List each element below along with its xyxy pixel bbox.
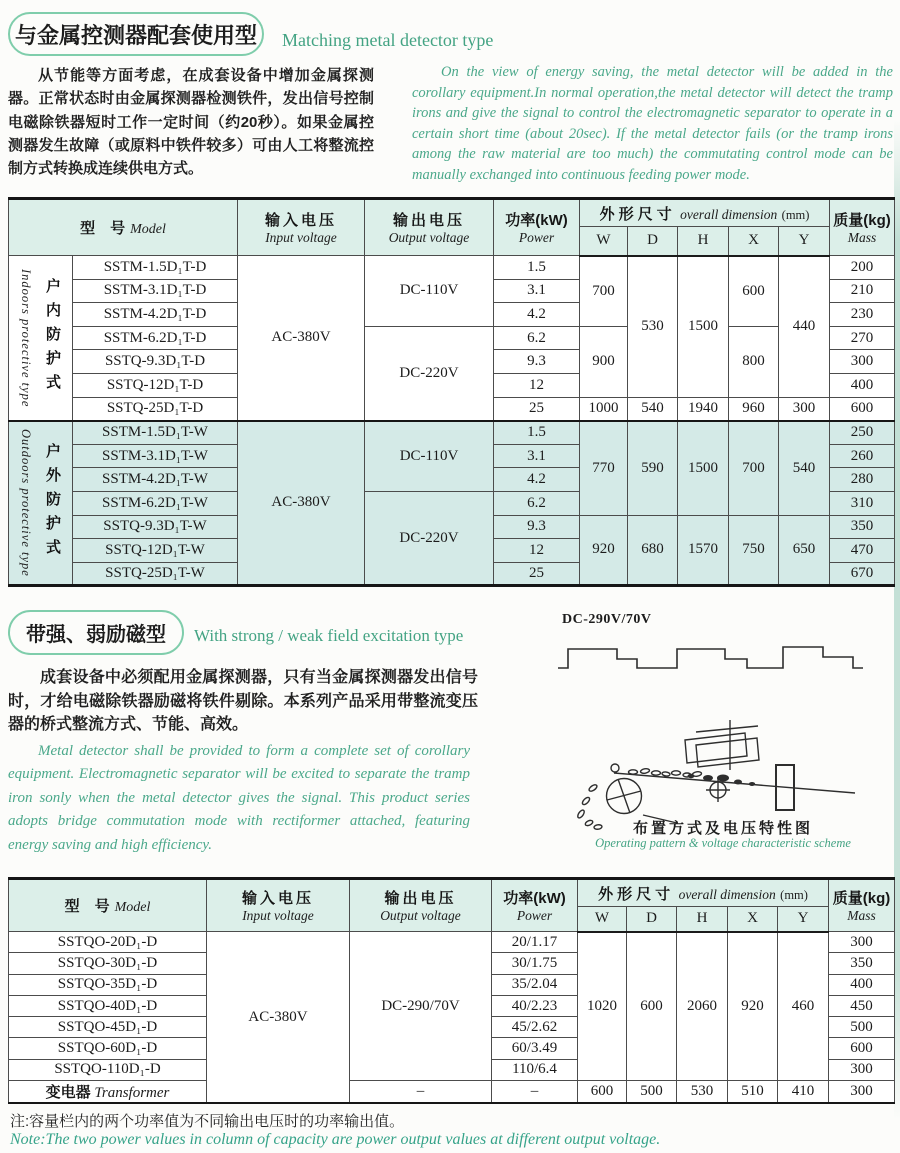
mass-cell: 300 — [829, 1059, 895, 1080]
protection-type-cell-outdoor — [9, 421, 73, 586]
output-voltage-header-cell: 输出电压 Output voltage — [350, 879, 492, 932]
dim-d-cell: 500 — [627, 1081, 677, 1104]
mass-cell: 600 — [830, 397, 895, 421]
mass-header-cell: 质量(kg) Mass — [830, 199, 895, 256]
model-cell: SSTM-6.2D₁T-D — [73, 326, 238, 350]
model-cell: SSTM-4.2D₁T-D — [73, 303, 238, 327]
power-cell: 3.1 — [494, 444, 580, 468]
model-header-cell: 型 号 Model — [9, 879, 207, 932]
model-cell: SSTQ-12D₁T-W — [73, 539, 238, 563]
mass-cell: 500 — [829, 1017, 895, 1038]
dim-x-cell: 750 — [729, 515, 779, 586]
model-cell: SSTQ-9.3D₁T-D — [73, 350, 238, 374]
diagram-caption-en: Operating pattern & voltage characteristic scheme — [595, 836, 851, 850]
power-cell: – — [492, 1081, 578, 1104]
table-row — [9, 421, 895, 445]
output-voltage-header-cell: 输出电压 Output voltage — [365, 199, 494, 256]
input-voltage-cell: AC-380V — [207, 932, 350, 1104]
dimensions-header-cell: 外形尺寸 overall dimension (mm) — [580, 199, 830, 227]
model-header-cell — [9, 199, 238, 256]
model-cell: SSTQO-30D₁-D — [9, 953, 207, 974]
mass-cell: 300 — [830, 350, 895, 374]
mass-cell: 300 — [829, 1081, 895, 1104]
power-cell: 4.2 — [494, 303, 580, 327]
table-header-row — [9, 879, 895, 907]
dim-w-header: W — [578, 907, 627, 932]
power-cell: 25 — [494, 562, 580, 586]
model-cell: SSTQ-25D₁T-D — [73, 397, 238, 421]
dim-y-cell: 300 — [779, 397, 830, 421]
protection-type-cell-indoor — [9, 256, 73, 421]
mass-cell: 670 — [830, 562, 895, 586]
dim-x-header: X — [728, 907, 778, 932]
power-cell: 3.1 — [494, 279, 580, 303]
model-header-en: Model — [130, 222, 166, 237]
mass-cell: 310 — [830, 491, 895, 515]
input-voltage-cell: AC-380V — [238, 256, 365, 421]
transformer-label-cn: 变电器 — [45, 1085, 91, 1102]
dim-x-cell: 800 — [729, 326, 779, 397]
power-cell: 25 — [494, 397, 580, 421]
voltage-waveform-diagram — [548, 614, 878, 682]
mass-cell: 300 — [829, 932, 895, 953]
mass-cell: 200 — [830, 256, 895, 280]
input-voltage-header-cell: 输入电压 Input voltage — [238, 199, 365, 256]
power-cell: 1.5 — [494, 256, 580, 280]
dim-x-cell: 510 — [728, 1081, 778, 1104]
model-cell: SSTM-3.1D₁T-W — [73, 444, 238, 468]
dim-w-cell: 1020 — [578, 932, 627, 1081]
dim-w-cell: 700 — [580, 256, 628, 327]
table-row — [9, 932, 895, 953]
mass-cell: 400 — [830, 373, 895, 397]
power-cell: 45/2.62 — [492, 1017, 578, 1038]
model-cell: SSTQO-45D₁-D — [9, 1017, 207, 1038]
table-row — [9, 256, 895, 280]
mass-cell: 350 — [830, 515, 895, 539]
power-cell: 6.2 — [494, 491, 580, 515]
dim-h-header: H — [678, 227, 729, 256]
mass-cell: 250 — [830, 421, 895, 445]
model-cell: SSTM-1.5D₁T-W — [73, 421, 238, 445]
dim-h-cell: 1570 — [678, 515, 729, 586]
indoor-label-en: Indoors protective type — [19, 268, 33, 408]
output-voltage-cell: DC-110V — [365, 421, 494, 492]
dim-h-cell: 1500 — [678, 421, 729, 515]
section2-paragraph-cn: 成套设备中必须配用金属探测器，只有当金属探测器发出信号时，才给电磁除铁器励磁将铁件剔除。本系列产品采用带整流变压器的桥式整流方式、节能、高效。 — [8, 669, 478, 733]
footnote-cn: 注:容量栏内的两个功率值为不同输出电压时的功率输出值。 — [10, 1113, 405, 1130]
output-voltage-cell: DC-110V — [365, 256, 494, 327]
dim-w-cell: 1000 — [580, 397, 628, 421]
model-cell: SSTQO-60D₁-D — [9, 1038, 207, 1059]
indoor-label-cn: 户内防护式 — [44, 277, 61, 398]
diagram-caption-cn: 布置方式及电压特性图 — [632, 820, 813, 837]
dim-w-cell: 600 — [578, 1081, 627, 1104]
dim-y-cell: 410 — [778, 1081, 829, 1104]
dim-y-header: Y — [779, 227, 830, 256]
mass-cell: 600 — [829, 1038, 895, 1059]
model-cell: SSTQO-40D₁-D — [9, 995, 207, 1016]
section1-title-box — [8, 12, 264, 56]
mass-cell: 210 — [830, 279, 895, 303]
mass-cell: 230 — [830, 303, 895, 327]
mass-header-cell: 质量(kg) Mass — [829, 879, 895, 932]
dimensions-header-cell: 外形尺寸 overall dimension (mm) — [578, 879, 829, 907]
section2-paragraph-en: Metal detector shall be provided to form a complete set of corollary equipment. Electromagnetic separator will be excited to separate the tramp iron sonly when the metal detector gives the signal. This product series adopts bridge commutation mode with rectiformer attached, featuring energy saving and high efficiency. — [8, 743, 470, 853]
operating-pattern-sketch — [548, 690, 900, 835]
dim-x-header: X — [729, 227, 779, 256]
power-cell: 35/2.04 — [492, 974, 578, 995]
power-cell: 4.2 — [494, 468, 580, 492]
power-cell: 40/2.23 — [492, 995, 578, 1016]
power-cell: 6.2 — [494, 326, 580, 350]
power-header-cell: 功率(kW) Power — [492, 879, 578, 932]
outdoor-label-cn: 户外防护式 — [44, 442, 61, 563]
model-cell: SSTQO-35D₁-D — [9, 974, 207, 995]
dim-w-cell: 770 — [580, 421, 628, 515]
outdoor-label-en: Outdoors protective type — [19, 429, 33, 577]
dim-y-cell: 540 — [779, 421, 830, 515]
power-cell: 110/6.4 — [492, 1059, 578, 1080]
dim-d-cell: 540 — [628, 397, 678, 421]
table-header-row — [9, 199, 895, 227]
power-cell: 9.3 — [494, 515, 580, 539]
model-cell: SSTQ-25D₁T-W — [73, 562, 238, 586]
dim-h-cell: 2060 — [677, 932, 728, 1081]
section2-title-cn: 带强、弱励磁型 — [26, 624, 166, 646]
mass-cell: 270 — [830, 326, 895, 350]
footnote-en: Note:The two power values in column of capacity are power output values at different output voltage. — [10, 1131, 661, 1148]
dim-x-cell: 920 — [728, 932, 778, 1081]
dim-d-cell: 590 — [628, 421, 678, 515]
power-header-cell: 功率(kW) Power — [494, 199, 580, 256]
model-cell: SSTM-3.1D₁T-D — [73, 279, 238, 303]
model-header-cn: 型 号 — [80, 220, 126, 237]
output-voltage-cell: DC-220V — [365, 491, 494, 585]
dim-x-cell: 960 — [729, 397, 779, 421]
dim-d-cell: 680 — [628, 515, 678, 586]
input-voltage-header-cell: 输入电压 Input voltage — [207, 879, 350, 932]
model-cell: SSTQ-12D₁T-D — [73, 373, 238, 397]
model-cell: SSTM-6.2D₁T-W — [73, 491, 238, 515]
voltage-waveform-label: DC-290V/70V — [562, 612, 652, 627]
transformer-label-en: Transformer — [94, 1085, 170, 1102]
model-cell: SSTQO-20D₁-D — [9, 932, 207, 953]
spec-table-excitation-type — [8, 877, 895, 1104]
dim-d-header: D — [627, 907, 677, 932]
power-cell: 1.5 — [494, 421, 580, 445]
model-cell: SSTM-4.2D₁T-W — [73, 468, 238, 492]
dim-d-header: D — [628, 227, 678, 256]
dim-d-cell: 600 — [627, 932, 677, 1081]
section1-paragraph-en: On the view of energy saving, the metal detector will be added in the corollary equipment.In normal operation,the metal detector will detect the tramp irons and give the signal to control the electromagnetic separator to operate in a certain short time (about 20sec). If the metal detector fails (or the tramp irons among the raw material are too much) the commutating control mode can be manually exchanged into continuous feeding power mode. — [412, 64, 893, 183]
dim-x-cell: 600 — [729, 256, 779, 327]
power-cell: 60/3.49 — [492, 1038, 578, 1059]
dim-h-cell: 1940 — [678, 397, 729, 421]
output-voltage-cell: DC-220V — [365, 326, 494, 420]
power-cell: 12 — [494, 373, 580, 397]
output-voltage-cell: – — [350, 1081, 492, 1104]
table-row-transformer — [9, 1081, 895, 1104]
mass-cell: 470 — [830, 539, 895, 563]
dim-w-cell: 920 — [580, 515, 628, 586]
power-cell: 9.3 — [494, 350, 580, 374]
section1-title-en: Matching metal detector type — [282, 30, 494, 50]
dim-w-cell: 900 — [580, 326, 628, 397]
dim-y-cell: 440 — [779, 256, 830, 398]
section1-paragraph-cn: 从节能等方面考虑，在成套设备中增加金属探测器。正常状态时由金属探测器检测铁件，发出信号控制电磁除铁器短时工作一定时间（约20秒）。如果金属控测器发生故障（或原料中铁件较多）可由人工将整流控制方式转换成连续供电方式。 — [8, 67, 374, 178]
output-voltage-cell: DC-290/70V — [350, 932, 492, 1081]
mass-cell: 280 — [830, 468, 895, 492]
dim-y-cell: 650 — [779, 515, 830, 586]
spec-table-detector-type — [8, 197, 895, 587]
dim-y-cell: 460 — [778, 932, 829, 1081]
power-cell: 20/1.17 — [492, 932, 578, 953]
table-row — [9, 326, 895, 350]
dim-x-cell: 700 — [729, 421, 779, 515]
dim-h-cell: 530 — [677, 1081, 728, 1104]
input-voltage-cell: AC-380V — [238, 421, 365, 586]
model-cell: SSTQ-9.3D₁T-W — [73, 515, 238, 539]
mass-cell: 450 — [829, 995, 895, 1016]
section2-title-en: With strong / weak field excitation type — [194, 626, 464, 645]
power-cell: 30/1.75 — [492, 953, 578, 974]
mass-cell: 260 — [830, 444, 895, 468]
mass-cell: 350 — [829, 953, 895, 974]
dim-y-header: Y — [778, 907, 829, 932]
mass-cell: 400 — [829, 974, 895, 995]
dim-h-cell: 1500 — [678, 256, 729, 398]
dim-h-header: H — [677, 907, 728, 932]
model-cell: SSTM-1.5D₁T-D — [73, 256, 238, 280]
model-cell — [9, 1081, 207, 1104]
dim-w-header: W — [580, 227, 628, 256]
model-cell: SSTQO-110D₁-D — [9, 1059, 207, 1080]
dim-d-cell: 530 — [628, 256, 678, 398]
section2-title-box — [8, 610, 184, 655]
section1-title-cn: 与金属控测器配套使用型 — [14, 22, 257, 48]
power-cell: 12 — [494, 539, 580, 563]
